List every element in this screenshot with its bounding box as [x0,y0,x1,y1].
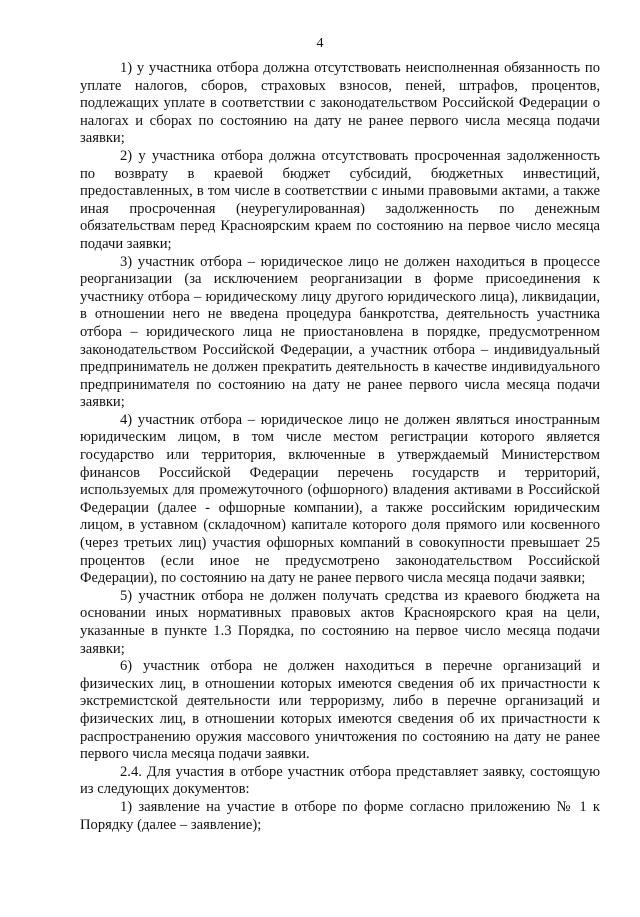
paragraph-document-list-item-1: 1) заявление на участие в отборе по форме согласно приложению № 1 к Порядку (далее – заявление); [80,798,600,833]
paragraph-item-1: 1) у участника отбора должна отсутствовать неисполненная обязанность по уплате налогов, сборов, страховых взносов, пеней, штрафов, процентов, подлежащих уплате в соответствии с законодательством Российской Федерации о налогах и сборах по состоянию на дату не ранее первого числа месяца подачи заявки; [80,60,600,147]
page-number: 4 [316,36,324,51]
document-body [80,60,600,834]
paragraph-item-3: 3) участник отбора – юридическое лицо не должен находиться в процессе реорганизации (за исключением реорганизации в форме присоединения к участнику отбора – юридическому лицу другого юридического лица), ликвидации, в отношении него не введена процедура банкротства, деятельность участника отбора – юридического лица не приостановлена в порядке, предусмотренном законодательством Российской Федерации, а участник отбора – индивидуальный предприниматель не должен прекратить деятельность в качестве индивидуального предпринимателя по состоянию на дату не ранее первого числа месяца подачи заявки; [80,253,600,411]
paragraph-clause-2-4: 2.4. Для участия в отборе участник отбора представляет заявку, состоящую из следующих документов: [80,763,600,798]
paragraph-item-6: 6) участник отбора не должен находиться в перечне организаций и физических лиц, в отношении которых имеются сведения об их причастности к экстремистской деятельности или терроризму, либо в перечне организаций и физических лиц, в отношении которых имеются сведения об их причастности к распространению оружия массового уничтожения по состоянию на дату не ранее первого числа месяца подачи заявки. [80,658,600,763]
paragraph-item-4: 4) участник отбора – юридическое лицо не должен являться иностранным юридическим лицом, в том числе местом регистрации которого является государство или территория, включенные в утверждаемый Министерством финансов Российской Федерации перечень государств и территорий, используемых для промежуточного (офшорного) владения активами в Российской Федерации (далее - офшорные компании), а также российским юридическим лицом, в уставном (складочном) капитале которого доля прямого или косвенного (через третьих лиц) участия офшорных компаний в совокупности превышает 25 процентов (если иное не предусмотрено законодательством Российской Федерации), по состоянию на дату не ранее первого числа месяца подачи заявки; [80,411,600,587]
paragraph-item-2: 2) у участника отбора должна отсутствовать просроченная задолженность по возврату в краевой бюджет субсидий, бюджетных инвестиций, предоставленных, в том числе в соответствии с иными правовыми актами, а также иная просроченная (неурегулированная) задолженность по денежным обязательствам перед Красноярским краем по состоянию на первое число месяца подачи заявки; [80,147,600,252]
paragraph-item-5: 5) участник отбора не должен получать средства из краевого бюджета на основании иных нормативных правовых актов Красноярского края на цели, указанные в пункте 1.3 Порядка, по состоянию на первое число месяца подачи заявки; [80,587,600,657]
